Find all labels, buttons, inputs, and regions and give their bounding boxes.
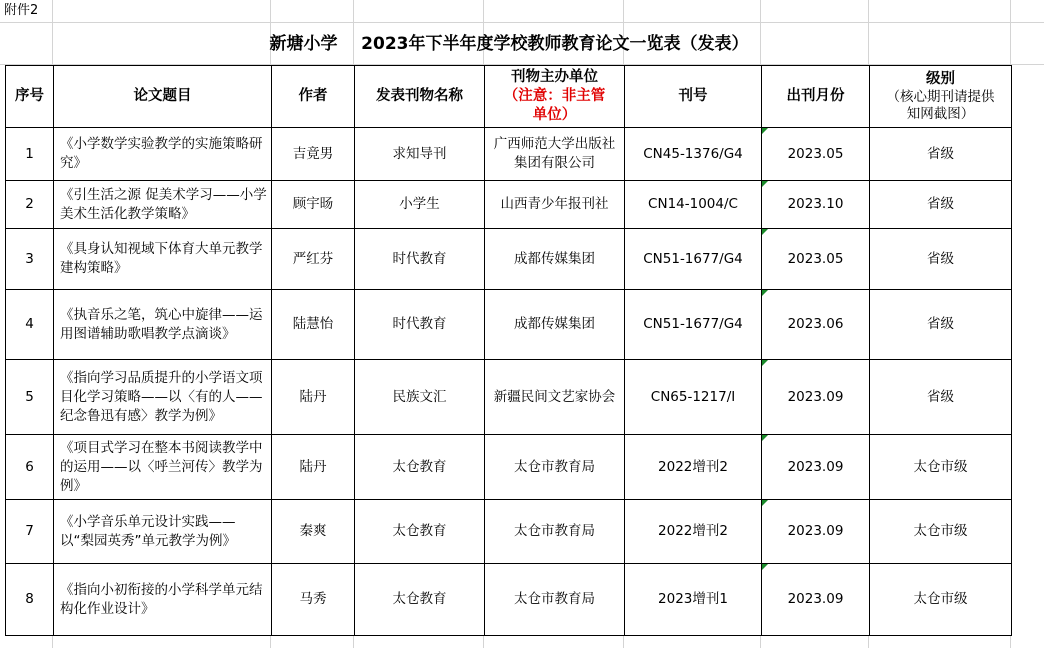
header-sponsor-label: 刊物主办单位: [511, 69, 598, 85]
comment-indicator-icon: [762, 181, 768, 187]
header-level-note: （核心期刊请提供: [886, 89, 995, 105]
cell-title[interactable]: 《指向小初衔接的小学科学单元结构化作业设计》: [54, 564, 272, 636]
comment-indicator-icon: [762, 128, 768, 134]
cell-month[interactable]: [762, 229, 870, 290]
header-paper-title[interactable]: 论文题目: [54, 66, 272, 128]
cell-no[interactable]: 2: [6, 181, 54, 229]
header-issue-no[interactable]: 刊号: [625, 66, 762, 128]
cell-sponsor[interactable]: 太仓市教育局: [485, 435, 625, 500]
header-no[interactable]: 序号: [6, 66, 54, 128]
cell-no[interactable]: 1: [6, 128, 54, 181]
cell-sponsor[interactable]: 成都传媒集团: [485, 290, 625, 360]
cell-sponsor[interactable]: 山西青少年报刊社: [485, 181, 625, 229]
sheet-title[interactable]: 新塘小学 2023年下半年度学校教师教育论文一览表（发表）: [269, 34, 749, 54]
papers-table: [5, 65, 1012, 636]
cell-level[interactable]: 省级: [870, 290, 1012, 360]
cell-title[interactable]: 《引生活之源 促美术学习——小学美术生活化教学策略》: [54, 181, 272, 229]
cell-no[interactable]: 8: [6, 564, 54, 636]
cell-title[interactable]: 《执音乐之笔，筑心中旋律——运用图谱辅助歌唱教学点滴谈》: [54, 290, 272, 360]
cell-no[interactable]: 7: [6, 500, 54, 564]
attachment-label: 附件2: [4, 3, 39, 18]
header-author[interactable]: 作者: [272, 66, 355, 128]
cell-author[interactable]: 陆丹: [272, 435, 355, 500]
cell-author[interactable]: 顾宇旸: [272, 181, 355, 229]
cell-month[interactable]: [762, 128, 870, 181]
cell-month[interactable]: [762, 360, 870, 435]
cell-level[interactable]: 省级: [870, 181, 1012, 229]
cell-month[interactable]: [762, 181, 870, 229]
table-row: [6, 360, 1012, 435]
cell-level[interactable]: 太仓市级: [870, 564, 1012, 636]
comment-indicator-icon: [762, 290, 768, 296]
cell-month-value: 2023.05: [787, 145, 844, 162]
cell-issue[interactable]: CN14-1004/C: [625, 181, 762, 229]
header-pub-month[interactable]: 出刊月份: [762, 66, 870, 128]
cell-month-value: 2023.09: [787, 458, 844, 475]
cell-issue[interactable]: 2022增刊2: [625, 435, 762, 500]
cell-sponsor[interactable]: 成都传媒集团: [485, 229, 625, 290]
cell-level[interactable]: 太仓市级: [870, 500, 1012, 564]
cell-month[interactable]: [762, 564, 870, 636]
cell-journal[interactable]: 小学生: [355, 181, 485, 229]
cell-level[interactable]: 省级: [870, 360, 1012, 435]
comment-indicator-icon: [762, 564, 768, 570]
cell-sponsor[interactable]: 太仓市教育局: [485, 500, 625, 564]
table-row: [6, 500, 1012, 564]
cell-title[interactable]: 《项目式学习在整本书阅读教学中的运用——以〈呼兰河传〉教学为例》: [54, 435, 272, 500]
comment-indicator-icon: [762, 435, 768, 441]
cell-month[interactable]: [762, 435, 870, 500]
header-journal[interactable]: 发表刊物名称: [355, 66, 485, 128]
comment-indicator-icon: [762, 500, 768, 506]
cell-level[interactable]: 省级: [870, 128, 1012, 181]
cell-sponsor[interactable]: 广西师范大学出版社集团有限公司: [485, 128, 625, 181]
cell-no[interactable]: 6: [6, 435, 54, 500]
table-row: [6, 564, 1012, 636]
cell-sponsor[interactable]: 太仓市教育局: [485, 564, 625, 636]
cell-month-value: 2023.06: [787, 316, 844, 332]
cell-issue[interactable]: CN51-1677/G4: [625, 229, 762, 290]
cell-level[interactable]: 省级: [870, 229, 1012, 290]
cell-author[interactable]: 马秀: [272, 564, 355, 636]
cell-issue[interactable]: CN65-1217/I: [625, 360, 762, 435]
cell-title[interactable]: 《小学音乐单元设计实践——以“梨园英秀”单元教学为例》: [54, 500, 272, 564]
cell-month[interactable]: [762, 500, 870, 564]
cell-journal[interactable]: 时代教育: [355, 229, 485, 290]
cell-no[interactable]: 3: [6, 229, 54, 290]
cell-issue[interactable]: 2022增刊2: [625, 500, 762, 564]
cell-month-value: 2023.09: [787, 388, 844, 405]
cell-journal[interactable]: 太仓教育: [355, 435, 485, 500]
header-sponsor-note-2: 单位）: [532, 107, 577, 123]
cell-month-value: 2023.10: [787, 196, 844, 212]
cell-issue[interactable]: 2023增刊1: [625, 564, 762, 636]
cell-issue[interactable]: CN51-1677/G4: [625, 290, 762, 360]
cell-no[interactable]: 5: [6, 360, 54, 435]
cell-title[interactable]: 《具身认知视域下体育大单元教学建构策略》: [54, 229, 272, 290]
cell-no[interactable]: 4: [6, 290, 54, 360]
header-level[interactable]: [870, 66, 1012, 128]
cell-author[interactable]: 严红芬: [272, 229, 355, 290]
cell-journal[interactable]: 太仓教育: [355, 564, 485, 636]
cell-month-value: 2023.09: [787, 591, 844, 607]
cell-author[interactable]: 陆丹: [272, 360, 355, 435]
cell-author[interactable]: 秦爽: [272, 500, 355, 564]
cell-month[interactable]: [762, 290, 870, 360]
table-row: [6, 181, 1012, 229]
cell-sponsor[interactable]: 新疆民间文艺家协会: [485, 360, 625, 435]
cell-journal[interactable]: 民族文汇: [355, 360, 485, 435]
cell-month-value: 2023.09: [787, 523, 844, 539]
header-level-label: 级别: [926, 71, 955, 87]
cell-journal[interactable]: 太仓教育: [355, 500, 485, 564]
header-sponsor[interactable]: [485, 66, 625, 128]
cell-issue[interactable]: CN45-1376/G4: [625, 128, 762, 181]
table-row: [6, 229, 1012, 290]
cell-month-value: 2023.05: [787, 250, 844, 267]
cell-journal[interactable]: 时代教育: [355, 290, 485, 360]
cell-journal[interactable]: 求知导刊: [355, 128, 485, 181]
comment-indicator-icon: [762, 229, 768, 235]
header-row: [6, 66, 1012, 128]
table-row: [6, 435, 1012, 500]
cell-title[interactable]: 《小学数学实验教学的实施策略研究》: [54, 128, 272, 181]
header-sponsor-note: （注意：非主管: [503, 88, 606, 104]
table-row: [6, 128, 1012, 181]
header-level-note-2: 知网截图）: [906, 106, 975, 122]
comment-indicator-icon: [762, 360, 768, 366]
table-row: [6, 290, 1012, 360]
cell-level[interactable]: 太仓市级: [870, 435, 1012, 500]
cell-author[interactable]: 吉竟男: [272, 128, 355, 181]
cell-title[interactable]: 《指向学习品质提升的小学语文项目化学习策略——以〈有的人——纪念鲁迅有感〉教学为例》: [54, 360, 272, 435]
cell-author[interactable]: 陆慧怡: [272, 290, 355, 360]
